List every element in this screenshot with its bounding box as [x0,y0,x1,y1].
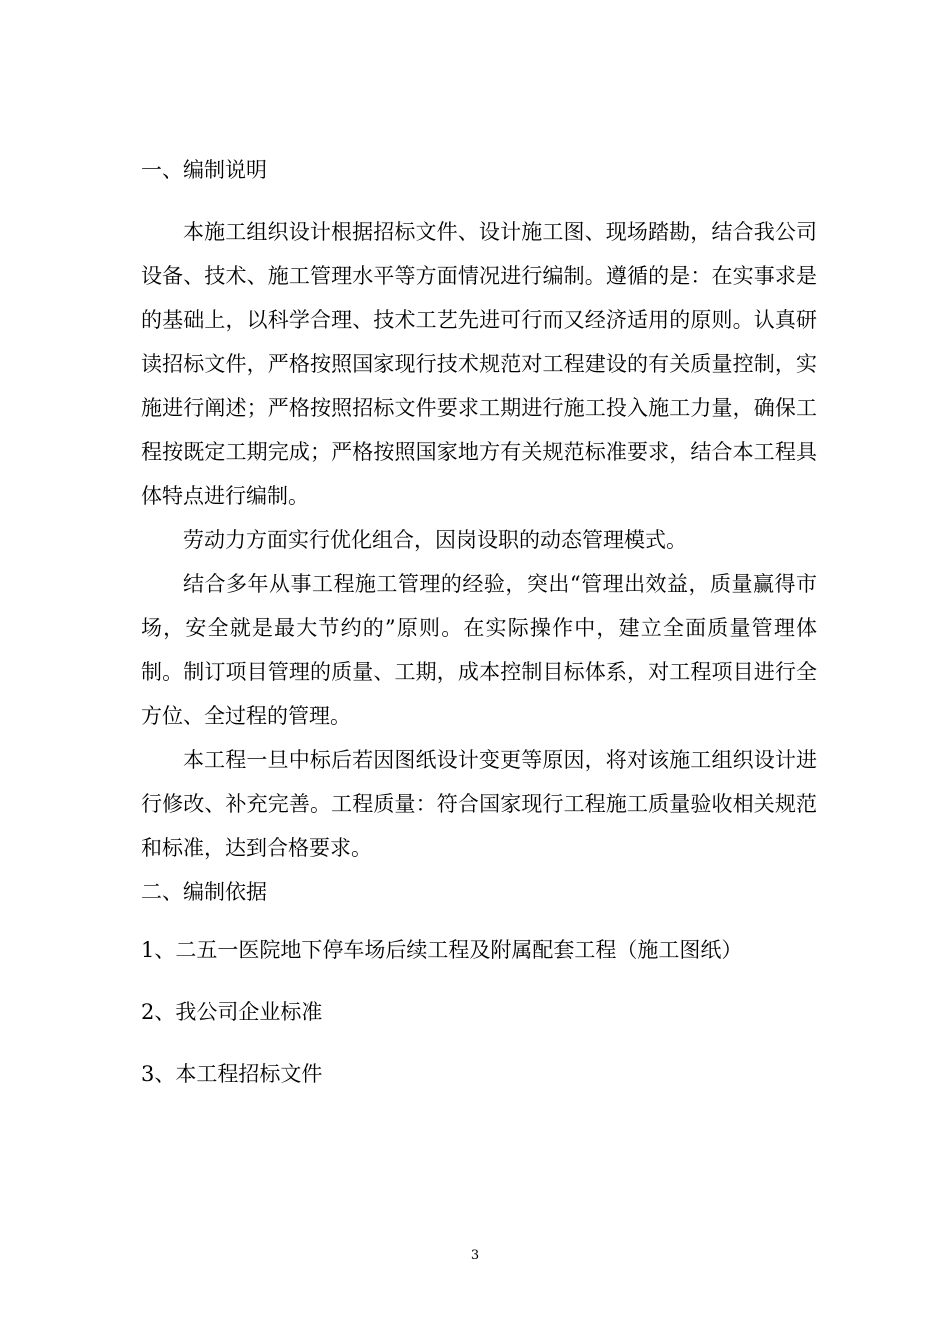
paragraph-labor: 劳动力方面实行优化组合，因岗设职的动态管理模式。 [183,528,687,552]
basis-item-drawings: 1、二五一医院地下停车场后续工程及附属配套工程（施工图纸） [141,938,743,962]
paragraph-design-changes: 本工程一旦中标后若因图纸设计变更等原因，将对该施工组织设计进行修改、补充完善。工程质量：符合国家现行工程施工质量验收相关规范和标准，达到合格要求。 [141,748,817,860]
basis-item-company-standard: 2、我公司企业标准 [141,1000,323,1024]
section-heading-compilation-notes: 一、编制说明 [141,158,267,182]
paragraph-design-basis: 本施工组织设计根据招标文件、设计施工图、现场踏勘，结合我公司设备、技术、施工管理水平等方面情况进行编制。遵循的是：在实事求是的基础上，以科学合理、技术工艺先进可行而又经济适用的原则。认真研读招标文件，严格按照国家现行技术规范对工程建设的有关质量控制，实施进行阐述；严格按照招标文件要求工期进行施工投入施工力量，确保工程按既定工期完成；严格按照国家地方有关规范标准要求，结合本工程具体特点进行编制。 [141,220,817,508]
basis-item-tender-documents: 3、本工程招标文件 [141,1062,323,1086]
section-heading-compilation-basis: 二、编制依据 [141,880,267,904]
paragraph-management-experience: 结合多年从事工程施工管理的经验，突出“管理出效益，质量赢得市场，安全就是最大节约的”原则。在实际操作中，建立全面质量管理体制。制订项目管理的质量、工期，成本控制目标体系，对工程项目进行全方位、全过程的管理。 [141,572,817,728]
page-number: 3 [470,1248,480,1263]
page-content [141,150,817,1116]
